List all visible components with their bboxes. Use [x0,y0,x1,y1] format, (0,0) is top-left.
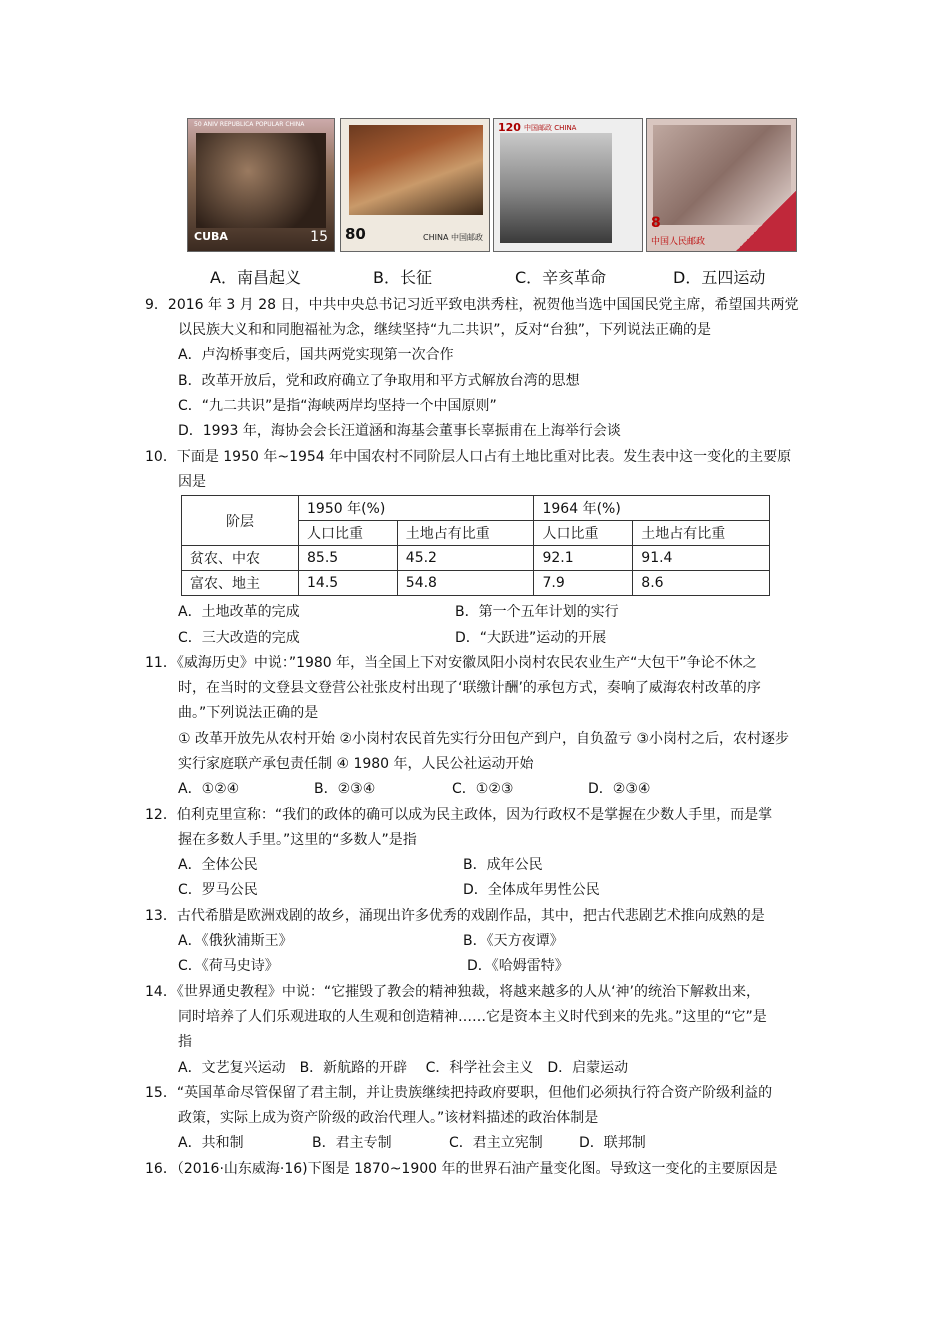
q9-option-d: D．1993 年，海协会会长汪道涵和海基会董事长辜振甫在上海举行会谈 [178,423,621,439]
q14-stem-2: 同时培养了人们乐观进取的人生观和创造精神……它是资本主义时代到来的先兆。”这里的“它”是 [178,1009,767,1025]
q13-option-b: B．《天方夜谭》 [463,933,564,949]
q15-stem-1: 15．“英国革命尽管保留了君主制，并让贵族继续把持政府要职，但他们必须执行符合资产阶级利益的 [145,1085,773,1101]
q11-option-d: D．②③④ [588,781,651,797]
q15-option-a: A．共和制 [178,1135,244,1151]
q10-option-b: B．第一个五年计划的实行 [455,604,619,620]
table-subheader: 土地占有比重 [633,521,770,546]
q11-stem-4: ① 改革开放先从农村开始 ②小岗村农民首先实行分田包产到户，自负盈亏 ③小岗村之后，农村逐步 [178,731,790,747]
q12-option-a: A．全体公民 [178,857,258,873]
table-header: 阶层 [182,496,299,546]
stamp-images [187,118,797,252]
q10-option-d: D．“大跃进”运动的开展 [455,630,607,646]
q13-option-c: C．《荷马史诗》 [178,958,279,974]
stamp-value: 120 [498,121,521,134]
q15-option-d: D．联邦制 [579,1135,646,1151]
q9-stem-1: 9．2016 年 3 月 28 日，中共中央总书记习近平致电洪秀柱，祝贺他当选中国国民党主席，希望国共两党 [145,297,799,313]
table-subheader: 土地占有比重 [397,521,534,546]
q11-stem-2: 时，在当时的文登县文登营公社张皮村出现了‘联缴计酬’的承包方式，奏响了威海农村改革的序 [178,680,761,696]
q16-stem-1: 16．（2016·山东威海·16)下图是 1870~1900 年的世界石油产量变化图。导致这一变化的主要原因是 [145,1161,778,1177]
stamp-value: 8 [651,215,661,231]
table-cell: 富农、地主 [182,571,299,596]
q11-option-c: C．①②③ [452,781,514,797]
table-subheader: 人口比重 [534,521,633,546]
stamp-xinhai [493,118,643,252]
q9-stem-2: 以民族大义和和同胞福祉为念，继续坚持“九二共识”，反对“台独”，下列说法正确的是 [178,322,712,338]
stamp-picture [196,133,326,228]
stamp-long-march [340,118,490,252]
table-cell: 45.2 [397,546,534,571]
stamp-value: 15 [310,229,328,245]
table-row [182,546,770,571]
table-cell: 8.6 [633,571,770,596]
q12-stem-2: 握在多数人手里。”这里的“多数人”是指 [178,832,417,848]
q15-option-c: C．君主立宪制 [449,1135,543,1151]
q15-option-b: B．君主专制 [312,1135,392,1151]
q12-option-d: D．全体成年男性公民 [463,882,600,898]
stamp-value: 80 [345,225,366,243]
caption-c: C．辛亥革命 [515,268,607,287]
q14-options: A．文艺复兴运动 B．新航路的开辟 C．科学社会主义 D．启蒙运动 [178,1060,629,1076]
stamp-nanchang [187,118,335,252]
q9-option-a: A．卢沟桥事变后，国共两党实现第一次合作 [178,347,454,363]
caption-a: A．南昌起义 [210,268,301,287]
stamp-may-fourth [646,118,797,252]
q15-stem-2: 政策，实际上成为资产阶级的政治代理人。”该材料描述的政治体制是 [178,1110,599,1126]
q14-stem-3: 指 [178,1034,192,1050]
q11-stem-3: 曲。”下列说法正确的是 [178,705,319,721]
table-cell: 贫农、中农 [182,546,299,571]
q9-option-c: C．“九二共识”是指“海峡两岸均坚持一个中国原则” [178,398,497,414]
q13-option-a: A．《俄狄浦斯王》 [178,933,293,949]
q10-option-c: C．三大改造的完成 [178,630,300,646]
stamp-fold [736,191,796,251]
q12-stem-1: 12．伯利克里宣称：“我们的政体的确可以成为民主政体，因为行政权不是掌握在少数人手里，而是掌 [145,807,773,823]
q10-stem-1: 10．下面是 1950 年~1954 年中国农村不同阶层人口占有土地比重对比表。发生表中这一变化的主要原 [145,449,792,465]
stamp-picture [500,133,612,243]
q14-stem-1: 14．《世界通史教程》中说：“它摧毁了教会的精神独裁，将越来越多的人从‘神’的统治下解救出来， [145,984,760,1000]
table-cell: 7.9 [534,571,633,596]
q10-option-a: A．土地改革的完成 [178,604,300,620]
q12-option-c: C．罗马公民 [178,882,258,898]
land-table [181,495,770,596]
table-header: 1950 年(%) [299,496,534,521]
stamp-text: CHINA 中国邮政 [423,233,483,242]
table-subheader: 人口比重 [299,521,398,546]
q10-stem-2: 因是 [178,474,206,490]
q12-option-b: B．成年公民 [463,857,543,873]
table-row [182,571,770,596]
q11-stem-5: 实行家庭联产承包责任制 ④ 1980 年，人民公社运动开始 [178,756,534,772]
stamp-text: 50 ANIV REPUBLICA POPULAR CHINA [194,121,305,128]
q13-stem-1: 13．古代希腊是欧洲戏剧的故乡，涌现出许多优秀的戏剧作品，其中，把古代悲剧艺术推向成熟的是 [145,908,765,924]
caption-d: D．五四运动 [673,268,766,287]
caption-b: B．长征 [373,268,432,287]
q11-option-b: B．②③④ [314,781,376,797]
q9-option-b: B．改革开放后，党和政府确立了争取用和平方式解放台湾的思想 [178,373,580,389]
stamp-country: CUBA [194,230,228,243]
stamp-text: 中国人民邮政 [651,237,706,247]
stamp-text: 中国邮政 CHINA [524,124,577,132]
table-cell: 14.5 [299,571,398,596]
q11-stem-1: 11．《威海历史》中说：”1980 年，当全国上下对安徽凤阳小岗村农民农业生产“大包干”争论不休之 [145,655,757,671]
q13-option-d: D．《哈姆雷特》 [467,958,569,974]
table-cell: 92.1 [534,546,633,571]
table-header: 1964 年(%) [534,496,770,521]
table-cell: 54.8 [397,571,534,596]
stamp-picture [349,125,483,215]
table-cell: 91.4 [633,546,770,571]
stamp-captions [210,265,810,289]
table-cell: 85.5 [299,546,398,571]
q11-option-a: A．①②④ [178,781,240,797]
